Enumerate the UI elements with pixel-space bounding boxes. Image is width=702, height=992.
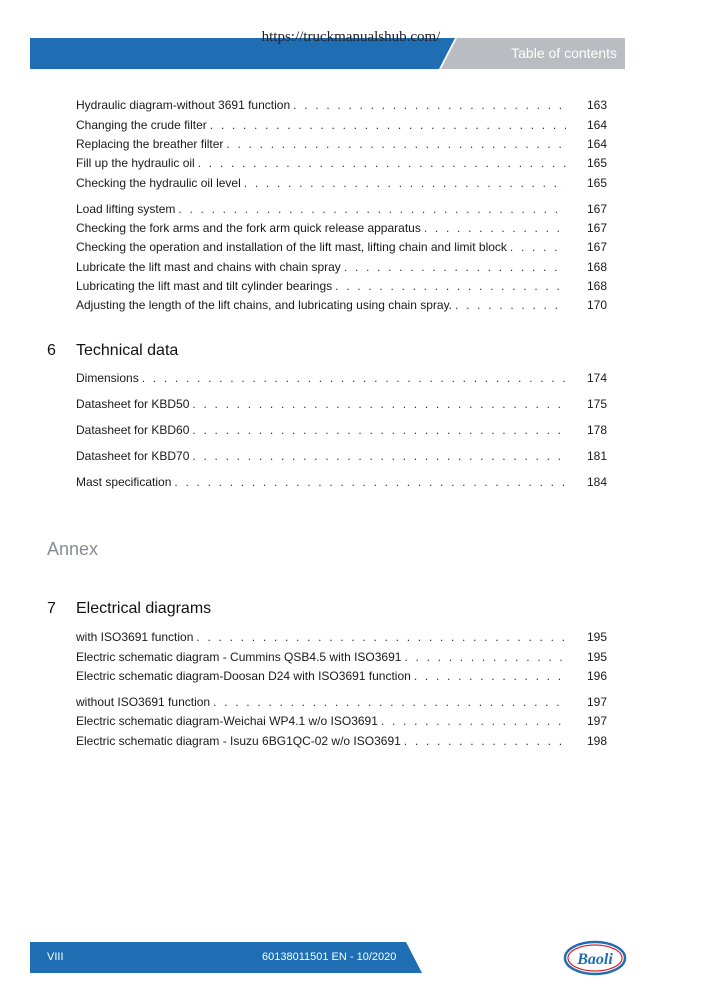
toc-entry-title: Adjusting the length of the lift chains, and lubricating using chain spray.: [76, 298, 453, 312]
toc-entry-title: Datasheet for KBD50: [76, 397, 190, 411]
toc-entry-title: Replacing the breather filter: [76, 137, 224, 151]
toc-entry-page: 197: [586, 695, 607, 709]
toc-entry-page: 178: [586, 423, 607, 437]
dot-leader: [510, 240, 566, 255]
dot-leader: [244, 176, 566, 191]
toc-entry[interactable]: [76, 734, 607, 749]
dot-leader: [213, 695, 566, 710]
toc-entry-page: 167: [586, 240, 607, 254]
toc-entry[interactable]: [76, 371, 607, 386]
toc-entry-title: Changing the crude filter: [76, 118, 207, 132]
toc-entry[interactable]: [76, 279, 607, 294]
toc-entry-page: 168: [586, 260, 607, 274]
section-number: 6: [47, 342, 56, 359]
toc-entry-title: Electric schematic diagram-Doosan D24 with ISO3691 function: [76, 669, 411, 683]
toc-entry-page: 165: [586, 176, 607, 190]
toc-entry-page: 195: [586, 630, 607, 644]
dot-leader: [404, 650, 566, 665]
toc-entry-page: 167: [586, 221, 607, 235]
dot-leader: [192, 423, 566, 438]
toc-entry-title: without ISO3691 function: [76, 695, 211, 709]
dot-leader: [198, 156, 566, 171]
dot-leader: [226, 137, 566, 152]
toc-entry-page: 165: [586, 156, 607, 170]
toc-entry-title: Checking the hydraulic oil level: [76, 176, 241, 190]
document-number: 60138011501 EN - 10/2020: [262, 951, 397, 963]
page-number: VIII: [47, 951, 64, 963]
toc-entry[interactable]: [76, 221, 607, 236]
toc-entry-title: Checking the fork arms and the fork arm quick release apparatus: [76, 221, 421, 235]
toc-entry[interactable]: [76, 475, 607, 490]
toc-entry-title: Electric schematic diagram-Weichai WP4.1 w/o ISO3691: [76, 714, 378, 728]
dot-leader: [178, 202, 566, 217]
toc-entry-title: Fill up the hydraulic oil: [76, 156, 195, 170]
toc-entry-page: 184: [586, 475, 607, 489]
section-number: 7: [47, 600, 56, 617]
toc-entry-title: Hydraulic diagram-without 3691 function: [76, 98, 291, 112]
toc-entry-page: 198: [586, 734, 607, 748]
toc-entry[interactable]: [76, 176, 607, 191]
toc-entry[interactable]: [76, 669, 607, 684]
dot-leader: [414, 669, 566, 684]
page-title: Table of contents: [511, 45, 617, 61]
dot-leader: [192, 397, 566, 412]
dot-leader: [381, 714, 566, 729]
toc-entry-title: Electric schematic diagram - Isuzu 6BG1QC-02 w/o ISO3691: [76, 734, 401, 748]
toc-entry-page: 164: [586, 137, 607, 151]
dot-leader: [344, 260, 566, 275]
dot-leader: [210, 118, 566, 133]
section-title: Electrical diagrams: [76, 600, 212, 617]
toc-entry[interactable]: [76, 98, 607, 113]
toc-entry[interactable]: [76, 137, 607, 152]
toc-entry-page: 164: [586, 118, 607, 132]
toc-entry-page: 170: [586, 298, 607, 312]
dot-leader: [192, 449, 566, 464]
dot-leader: [335, 279, 566, 294]
toc-entry-title: Lubricate the lift mast and chains with chain spray: [76, 260, 341, 274]
toc-entry-title: Lubricating the lift mast and tilt cylinder bearings: [76, 279, 333, 293]
dot-leader: [293, 98, 566, 113]
toc-entry-page: 168: [586, 279, 607, 293]
toc-entry-page: 181: [586, 449, 607, 463]
section-title: Technical data: [76, 342, 179, 359]
toc-entry[interactable]: [76, 650, 607, 665]
dot-leader: [424, 221, 566, 236]
dot-leader: [455, 298, 566, 313]
toc-entry[interactable]: [76, 397, 607, 412]
toc-entry[interactable]: [76, 714, 607, 729]
toc-entry-page: 196: [586, 669, 607, 683]
section-heading-technical-data[interactable]: [47, 341, 178, 361]
toc-entry-page: 175: [586, 397, 607, 411]
toc-entry-page: 167: [586, 202, 607, 216]
toc-entry[interactable]: [76, 202, 607, 217]
toc-entry[interactable]: [76, 260, 607, 275]
toc-entry-title: Dimensions: [76, 371, 139, 385]
toc-entry[interactable]: [76, 240, 607, 255]
toc-entry[interactable]: [76, 630, 607, 645]
watermark-url[interactable]: https://truckmanualshub.com/: [261, 29, 441, 45]
dot-leader: [196, 630, 566, 645]
toc-entry-title: Mast specification: [76, 475, 172, 489]
dot-leader: [174, 475, 566, 490]
section-heading-electrical-diagrams[interactable]: [47, 599, 211, 619]
toc-entry-page: 195: [586, 650, 607, 664]
toc-entry[interactable]: [76, 118, 607, 133]
toc-entry[interactable]: [76, 695, 607, 710]
toc-entry[interactable]: [76, 156, 607, 171]
toc-entry-title: with ISO3691 function: [76, 630, 194, 644]
dot-leader: [404, 734, 566, 749]
toc-entry-title: Datasheet for KBD60: [76, 423, 190, 437]
toc-entry-title: Checking the operation and installation of the lift mast, lifting chain and limit block: [76, 240, 507, 254]
toc-entry[interactable]: [76, 298, 607, 313]
annex-heading: Annex: [47, 539, 99, 559]
dot-leader: [142, 371, 566, 386]
toc-entry-title: Datasheet for KBD70: [76, 449, 190, 463]
toc-entry-page: 197: [586, 714, 607, 728]
toc-entry-title: Load lifting system: [76, 202, 176, 216]
logo-text: Baoli: [577, 951, 613, 968]
baoli-logo: [563, 939, 627, 977]
toc-entry[interactable]: [76, 423, 607, 438]
toc-entry-page: 163: [586, 98, 607, 112]
toc-entry[interactable]: [76, 449, 607, 464]
toc-entry-title: Electric schematic diagram - Cummins QSB4.5 with ISO3691: [76, 650, 402, 664]
toc-entry-page: 174: [586, 371, 607, 385]
